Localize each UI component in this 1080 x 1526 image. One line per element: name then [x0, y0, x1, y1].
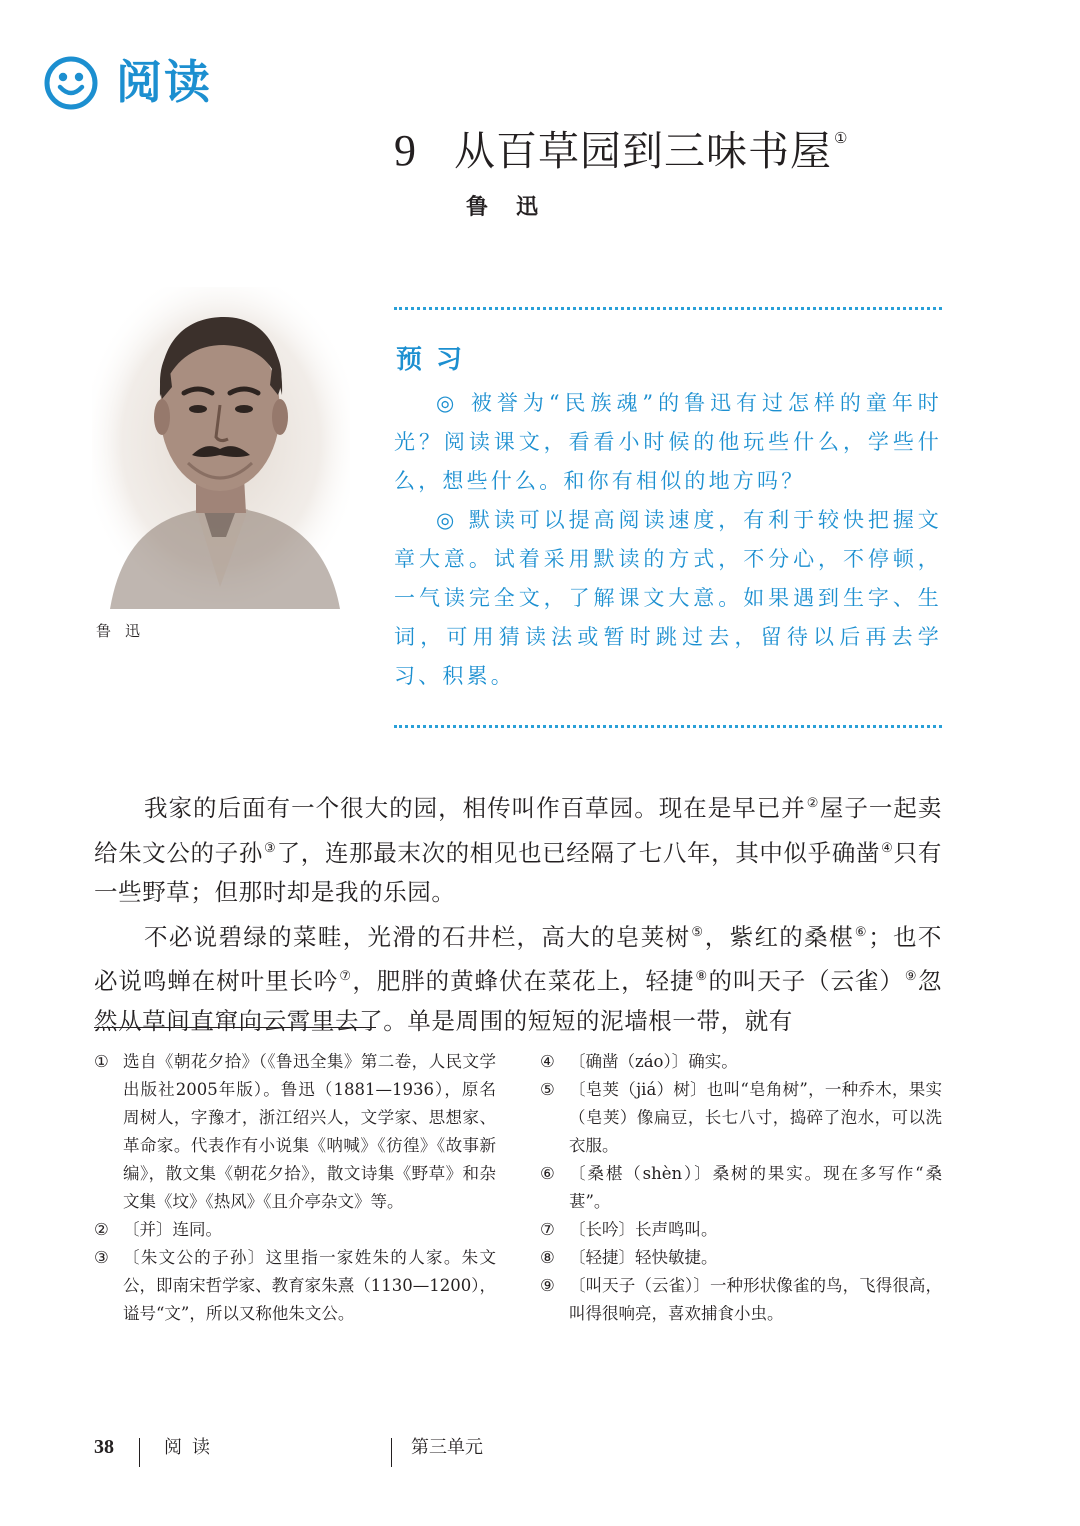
footnote-mark: ② — [806, 796, 819, 811]
preview-heading: 预习 — [396, 345, 477, 375]
preview-text — [394, 384, 942, 696]
lesson-title — [394, 108, 847, 190]
section-label: 阅读 — [116, 55, 212, 109]
footnote: ⑨ 〔叫天子（云雀）〕一种形状像雀的鸟，飞得很高，叫得很响亮，喜欢捕食小虫。 — [540, 1276, 942, 1323]
footnote: ⑦ 〔长吟〕长声鸣叫。 — [540, 1220, 718, 1239]
footnote-mark: ④ — [881, 840, 893, 856]
lesson-title-text: 从百草园到三味书屋 — [454, 127, 832, 175]
lesson-number: 9 — [394, 126, 416, 175]
footnote-mark: ⑤ — [691, 924, 704, 940]
footer-section-label: 阅读 — [164, 1437, 220, 1458]
preview-paragraph: ◎ 被誉为“民族魂”的鲁迅有过怎样的童年时光？阅读课文，看看小时候的他玩些什么，学些什么，想些什么。和你有相似的地方吗？ — [394, 391, 942, 493]
footnote-mark: ③ — [263, 840, 276, 856]
footnote-rule — [94, 1027, 376, 1028]
title-footnote-mark: ① — [834, 129, 848, 147]
body-text — [94, 784, 942, 1041]
body-paragraph: 我家的后面有一个很大的园，相传叫作百草园。现在是早已并②屋子一起卖给朱文公的子孙③了，连那最末次的相见也已经隔了七八年，其中似乎确凿④只有一些野草；但那时却是我的乐园。 — [94, 794, 943, 906]
footer-divider — [139, 1438, 140, 1467]
footer-unit-label: 第三单元 — [411, 1437, 483, 1458]
footnote: ⑤ 〔皂荚（jiá）树〕也叫“皂角树”，一种乔木，果实（皂荚）像扁豆，长七八寸，捣碎了泡水，可以洗衣服。 — [540, 1080, 942, 1155]
footnote: ⑧ 〔轻捷〕轻快敏捷。 — [540, 1248, 718, 1267]
footnote: ③ 〔朱文公的子孙〕这里指一家姓朱的人家。朱文公，即南宋哲学家、教育家朱熹（1130—1200），谥号“文”，所以又称他朱文公。 — [94, 1248, 496, 1323]
author-name: 鲁迅 — [466, 194, 567, 220]
footnote: ② 〔并〕连同。 — [94, 1220, 222, 1239]
preview-divider-top — [394, 307, 942, 310]
footnote: ⑥ 〔桑椹（shèn）〕桑树的果实。现在多写作“桑葚”。 — [540, 1164, 942, 1211]
portrait-caption: 鲁迅 — [96, 622, 155, 640]
footnote: ④ 〔确凿（záo）〕确实。 — [540, 1052, 738, 1071]
page-number: 38 — [94, 1436, 114, 1458]
footnote-mark: ⑨ — [904, 969, 917, 984]
footnote-mark: ⑦ — [339, 969, 352, 984]
preview-divider-bottom — [394, 725, 942, 728]
body-paragraph: 不必说碧绿的菜畦，光滑的石井栏，高大的皂荚树⑤，紫红的桑椹⑥；也不必说鸣蝉在树叶里长吟⑦，肥胖的黄蜂伏在菜花上，轻捷⑧的叫天子（云雀）⑨忽然从草间直窜向云霄里去了。单是周围的短短的泥墙根一带，就有 — [94, 922, 943, 1035]
footnote-mark: ⑧ — [695, 969, 708, 984]
portrait-illustration — [92, 287, 350, 609]
smiley-icon — [44, 56, 98, 110]
footer-divider — [391, 1438, 392, 1467]
footnotes-left — [94, 1048, 496, 1328]
footnote-mark: ⑥ — [854, 924, 868, 940]
preview-paragraph: ◎ 默读可以提高阅读速度，有利于较快把握文章大意。试着采用默读的方式，不分心，不停顿，一气读完全文，了解课文大意。如果遇到生字、生词，可用猜读法或暂时跳过去，留待以后再去学习、积累。 — [394, 508, 942, 688]
footnote: ① 选自《朝花夕拾》（《鲁迅全集》第二卷，人民文学出版社2005年版）。鲁迅（1881—1936），原名周树人，字豫才，浙江绍兴人，文学家、思想家、革命家。代表作有小说集《呐喊》《彷徨》《故事新编》，散文集《朝花夕拾》，散文诗集《野草》和杂文集《坟》《热风》《且介亭杂文》等。 — [94, 1052, 496, 1211]
footnotes-right — [540, 1048, 942, 1328]
